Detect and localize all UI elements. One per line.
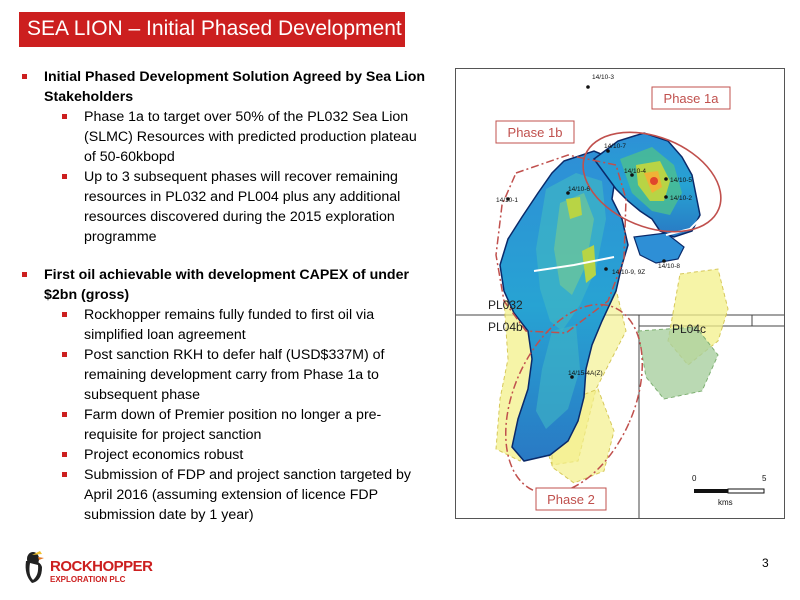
well-label: 14/10-7 xyxy=(604,143,627,150)
bullet-text: First oil achievable with development CAPEX of under xyxy=(44,267,410,283)
bullet-marker xyxy=(22,272,27,277)
licence-label-pl04c: PL04c xyxy=(672,322,707,336)
bullet-l2 xyxy=(22,167,442,247)
field-eastern-lobe xyxy=(634,233,684,263)
bullet-text: simplified loan agreement xyxy=(84,327,246,343)
bullet-text: Stakeholders xyxy=(44,89,134,105)
well-label: 14/10-6 xyxy=(568,186,591,193)
map-svg xyxy=(456,69,784,518)
bullet-marker xyxy=(22,74,27,79)
bullet-text: resources in PL032 and PL004 plus any additional xyxy=(84,189,401,205)
bullet-text: Project economics robust xyxy=(84,447,244,463)
well-label: 14/10-5 xyxy=(670,177,693,184)
bullet-text: Submission of FDP and project sanction targeted by xyxy=(84,467,412,483)
bullet-text: Farm down of Premier position no longer a pre- xyxy=(84,407,382,423)
bullet-text: Rockhopper remains fully funded to first oil via xyxy=(84,307,375,323)
bullet-text: April 2016 (assuming extension of licence FDP xyxy=(84,487,379,503)
phase1b-label: Phase 1b xyxy=(507,125,563,140)
page-number: 3 xyxy=(762,556,769,570)
well-marker xyxy=(664,195,668,199)
phase2-label: Phase 2 xyxy=(547,492,595,507)
bullet-text: subsequent phase xyxy=(84,387,200,403)
scale-unit: kms xyxy=(718,498,733,507)
page-title: SEA LION – Initial Phased Development xyxy=(27,17,402,40)
well-label: 14/10-3 xyxy=(592,74,615,81)
well-label: 14/10-1 xyxy=(496,197,519,204)
well-marker xyxy=(604,267,608,271)
bullet-marker xyxy=(62,312,67,317)
bullet-l1 xyxy=(22,265,442,305)
licence-label-pl032: PL032 xyxy=(488,298,523,312)
penguin-icon xyxy=(20,545,48,585)
bullet-marker xyxy=(62,452,67,457)
bullet-l2 xyxy=(22,445,442,465)
bullet-text: remaining development carry from Phase 1a to xyxy=(84,367,379,383)
company-logo xyxy=(20,545,160,590)
bullet-text: submission date by 1 year) xyxy=(84,507,254,523)
phase1a-label: Phase 1a xyxy=(663,91,719,106)
scale-bar xyxy=(692,474,767,507)
bullet-text: Initial Phased Development Solution Agreed by Sea Lion xyxy=(44,69,426,85)
bullet-text: (SLMC) Resources with predicted production plateau xyxy=(84,129,417,145)
bullet-text: Up to 3 subsequent phases will recover remaining xyxy=(84,169,398,185)
field-map xyxy=(455,68,785,519)
scale-segment xyxy=(728,489,764,493)
bullet-l2 xyxy=(22,465,442,525)
bullet-l2 xyxy=(22,305,442,345)
bullet-l2 xyxy=(22,107,442,167)
bullet-text: $2bn (gross) xyxy=(44,287,130,303)
logo-subtitle: EXPLORATION PLC xyxy=(50,575,126,584)
bullet-l2 xyxy=(22,405,442,445)
bullet-text: requisite for project sanction xyxy=(84,427,262,443)
well-marker xyxy=(664,177,668,181)
bullet-l1 xyxy=(22,67,442,107)
bullet-marker xyxy=(62,114,67,119)
well-label: 14/10-2 xyxy=(670,195,693,202)
bullet-text: Post sanction RKH to defer half (USD$337M) of xyxy=(84,347,385,363)
licence-label-pl04b: PL04b xyxy=(488,320,523,334)
scale-segment xyxy=(694,489,728,493)
well-label: 14/10-8 xyxy=(658,263,681,270)
field-high-spot xyxy=(650,177,658,185)
bullet-list xyxy=(22,67,442,525)
well-label: 14/10-9, 9Z xyxy=(612,269,646,276)
bullet-text: Phase 1a to target over 50% of the PL032 Sea Lion xyxy=(84,109,409,125)
bullet-marker xyxy=(62,174,67,179)
well-marker xyxy=(586,85,590,89)
bullet-text: resources discovered during the 2015 exploration xyxy=(84,209,395,225)
bullet-marker xyxy=(62,412,67,417)
well-label: 14/15-4A(Z) xyxy=(568,370,603,377)
scale-start: 0 xyxy=(692,474,697,483)
bullet-text: of 50-60kbopd xyxy=(84,149,175,165)
logo-wordmark: ROCKHOPPER xyxy=(50,558,153,575)
bullet-text: programme xyxy=(84,229,157,245)
bullet-l2 xyxy=(22,345,442,405)
bullet-marker xyxy=(62,352,67,357)
bullet-marker xyxy=(62,472,67,477)
scale-end: 5 xyxy=(762,474,767,483)
title-bar xyxy=(19,12,405,47)
well-label: 14/10-4 xyxy=(624,168,647,175)
